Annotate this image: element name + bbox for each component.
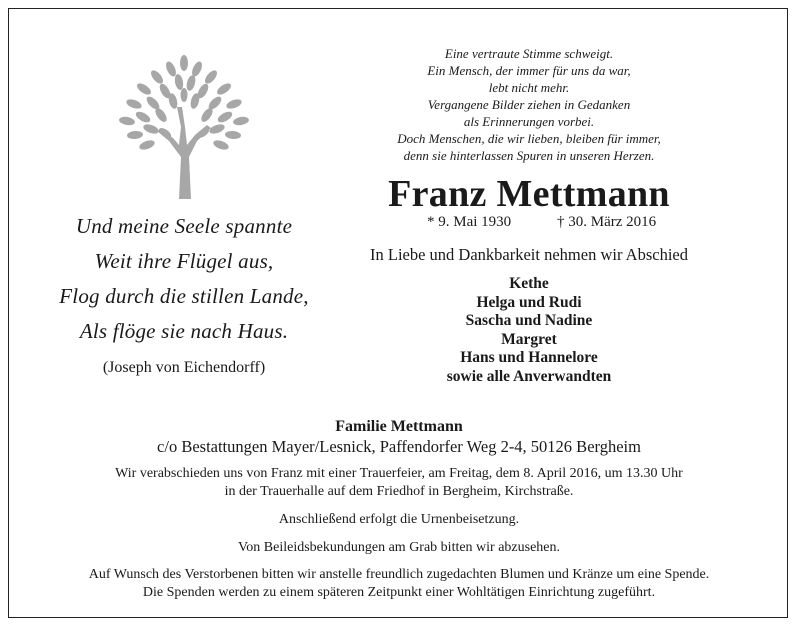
quote-line: Doch Menschen, die wir lieben, bleiben für immer, (397, 131, 661, 146)
poem-author: (Joseph von Eichendorff) (102, 359, 266, 376)
poem-line: Flog durch die stillen Lande, (59, 284, 309, 308)
mourner-name: sowie alle Anverwandten (446, 367, 612, 385)
poem-line: Weit ihre Flügel aus, (94, 249, 274, 273)
mourner-name: Sascha und Nadine (465, 312, 593, 329)
poem-line: Und meine Seele spannte (75, 214, 293, 238)
mourners-list (349, 275, 709, 386)
donation-line: Die Spenden werden zu einem späteren Zeitpunkt einer Wohltätigen Einrichtung zugeführt. (142, 585, 656, 600)
quote-line: als Erinnerungen vorbei. (463, 114, 595, 129)
ceremony-line: in der Trauerhalle auf dem Friedhof in Bergheim, Kirchstraße. (224, 484, 574, 499)
mourner-name: Helga und Rudi (476, 293, 582, 311)
mourner-name: Kethe (509, 275, 549, 292)
donation-notice (9, 566, 789, 602)
deceased-name: Franz Mettmann (388, 173, 670, 215)
tree-of-life-icon (99, 49, 269, 199)
quote-line: denn sie hinterlassen Spuren in unseren Herzen. (403, 148, 655, 163)
obituary-card (8, 8, 788, 618)
quote-line: Eine vertraute Stimme schweigt. (444, 46, 614, 61)
memorial-quote (349, 45, 709, 164)
mourner-name: Margret (501, 330, 557, 348)
donation-line: Auf Wunsch des Verstorbenen bitten wir anstelle freundlich zugedachten Blumen und Kränze um eine Spende. (88, 567, 710, 582)
mourner-name: Hans und Hannelore (460, 349, 598, 366)
farewell-line: In Liebe und Dankbarkeit nehmen wir Abschied (370, 245, 688, 264)
ceremony-line: Wir verabschieden uns von Franz mit einer Trauerfeier, am Freitag, dem 8. April 2016, um 13.30 Uhr (115, 466, 683, 481)
quote-line: Ein Mensch, der immer für uns da war, (427, 63, 631, 78)
poem-line: Als flöge sie nach Haus. (79, 319, 289, 343)
quote-line: Vergangene Bilder ziehen in Gedanken (427, 97, 631, 112)
death-date: † 30. März 2016 (557, 214, 657, 230)
ceremony-notice (9, 465, 789, 501)
family-name: Familie Mettmann (335, 418, 463, 435)
urn-notice: Anschließend erfolgt die Urnenbeisetzung. (278, 512, 520, 527)
condolence-notice: Von Beileidsbekundungen am Grab bitten wir abzusehen. (237, 540, 561, 555)
life-dates (349, 213, 709, 231)
family-contact (9, 417, 789, 457)
quote-line: lebt nicht mehr. (488, 80, 570, 95)
family-address: c/o Bestattungen Mayer/Lesnick, Paffendorfer Weg 2-4, 50126 Bergheim (157, 437, 641, 456)
poem (29, 209, 339, 377)
birth-date: * 9. Mai 1930 (427, 214, 512, 230)
